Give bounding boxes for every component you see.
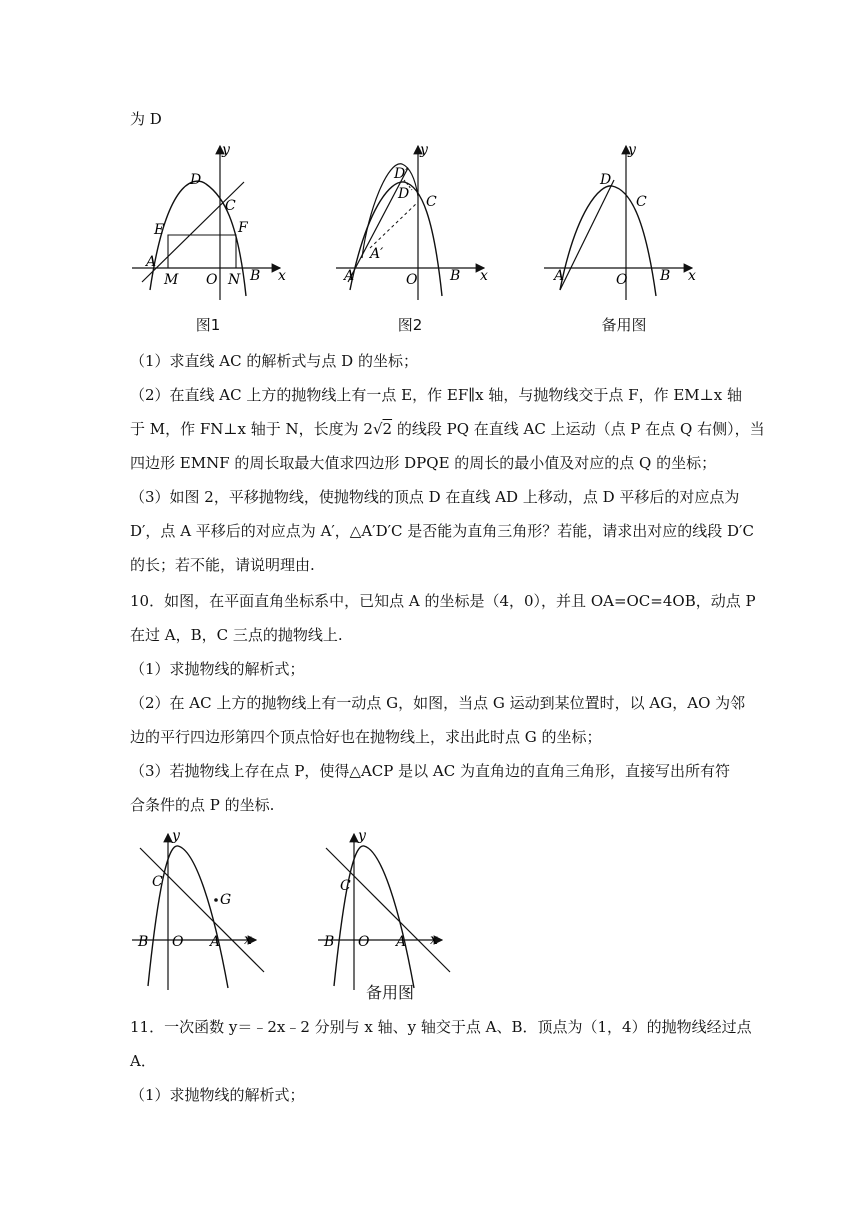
label-x: x: [244, 932, 252, 948]
q10-part3-line2: 合条件的点 P 的坐标.: [130, 796, 275, 814]
label-c: C: [636, 194, 647, 210]
q11-part1: （1）求抛物线的解析式；: [130, 1086, 305, 1104]
label-a: A: [554, 268, 565, 284]
label-y: y: [358, 828, 366, 844]
sqrt-symbol: √: [372, 420, 383, 438]
q9-part3-line2: D′，点 A 平移后的对应点为 A′，△A′D′C 是否能为直角三角形？若能，请求出对应的线段 D′C: [130, 522, 754, 540]
label-b: B: [324, 934, 335, 950]
label-y: y: [222, 142, 230, 158]
figure-1: [128, 140, 288, 304]
label-o: O: [206, 272, 218, 288]
point-g: [214, 898, 218, 902]
label-y: y: [628, 142, 636, 158]
label-x: x: [688, 268, 696, 284]
figure-3: [540, 140, 700, 304]
q9-part3-line1: （3）如图 2，平移抛物线，使抛物线的顶点 D 在直线 AD 上移动，点 D 平移后的对应点为: [130, 488, 740, 506]
label-x: x: [480, 268, 488, 284]
figure-q10-main-svg: [132, 830, 272, 990]
label-d: D: [600, 172, 612, 188]
figure-q10-spare: [318, 830, 458, 994]
label-o: O: [406, 272, 418, 288]
q10-intro-line2: 在过 A，B，C 三点的抛物线上.: [130, 626, 343, 644]
q10-part3-line1: （3）若抛物线上存在点 P，使得△ACP 是以 AC 为直角边的直角三角形，直接写出所有符: [130, 762, 730, 780]
figure-3-svg: [540, 140, 700, 300]
figure-1-svg: [128, 140, 288, 300]
q9-part1: （1）求直线 AC 的解析式与点 D 的坐标；: [130, 352, 418, 370]
translated-parabola: [362, 164, 418, 258]
figure-q10-spare-caption: 备用图: [365, 983, 414, 1002]
q10-part1: （1）求抛物线的解析式；: [130, 660, 305, 678]
label-a: A: [396, 934, 407, 950]
q10-intro-line1: 10．如图，在平面直角坐标系中，已知点 A 的坐标是（4，0），并且 OA=OC=4OB，动点 P: [130, 592, 756, 610]
label-a: A: [210, 934, 221, 950]
q9-part2-text-a: 于 M，作 FN⊥x 轴于 N，长度为 2: [130, 420, 373, 438]
label-o: O: [358, 934, 370, 950]
q10-part2-line2: 边的平行四边形第四个顶点恰好也在抛物线上，求出此时点 G 的坐标；: [130, 728, 602, 746]
q9-part2-line3: 四边形 EMNF 的周长取最大值求四边形 DPQE 的周长的最小值及对应的点 Q 的坐标；: [130, 454, 717, 472]
label-c: C: [340, 878, 351, 894]
label-a: A: [344, 268, 355, 284]
label-o: O: [172, 934, 184, 950]
label-g: G: [220, 892, 232, 908]
label-b: B: [660, 268, 671, 284]
label-x: x: [430, 932, 438, 948]
line-ac: [326, 848, 450, 972]
label-c: C: [225, 198, 236, 214]
rectangle-emnf: [168, 235, 236, 268]
label-c: C: [426, 194, 437, 210]
q9-part2-text-b: 的线段 PQ 在直线 AC 上运动（点 P 在点 Q 右侧），当: [392, 420, 765, 438]
line-ad: [560, 180, 614, 290]
label-b: B: [250, 268, 261, 284]
label-a-prime: A′: [370, 246, 384, 262]
label-o: O: [616, 272, 628, 288]
label-c: C: [152, 874, 163, 890]
label-d: D: [398, 186, 410, 202]
label-m: M: [164, 272, 179, 288]
label-e: E: [154, 222, 165, 238]
label-b: B: [450, 268, 461, 284]
q11-intro-line2: A．: [130, 1052, 156, 1070]
label-y: y: [172, 828, 180, 844]
sqrt-radicand: 2: [382, 420, 393, 438]
figure-2: [332, 140, 492, 304]
q9-part3-line3: 的长；若不能，请说明理由.: [130, 556, 315, 574]
figure-1-caption: 图1: [195, 316, 221, 334]
label-d-prime: D′: [394, 166, 409, 182]
line-ac: [140, 848, 264, 972]
q9-part2-line1: （2）在直线 AC 上方的抛物线上有一点 E，作 EF∥x 轴，与抛物线交于点 F，作 EM⊥x 轴: [130, 386, 742, 404]
q11-intro-line1: 11．一次函数 y＝﹣2x﹣2 分别与 x 轴、y 轴交于点 A、B．顶点为（1，4）的抛物线经过点: [130, 1018, 752, 1036]
q10-part2-line1: （2）在 AC 上方的抛物线上有一动点 G，如图，当点 G 运动到某位置时，以 AG，AO 为邻: [130, 694, 746, 712]
label-y: y: [420, 142, 428, 158]
label-f: F: [238, 220, 248, 236]
dashed-a-prime-c: [370, 202, 418, 248]
label-b: B: [138, 934, 149, 950]
figure-3-caption: 备用图: [601, 316, 647, 334]
label-a: A: [146, 254, 157, 270]
label-d: D: [190, 172, 202, 188]
text-line: 为 D: [130, 110, 162, 128]
figure-q10-spare-svg: [318, 830, 458, 990]
label-n: N: [228, 272, 241, 288]
figure-q10-main: [132, 830, 272, 994]
figure-2-svg: [332, 140, 492, 300]
q9-part2-line2: [130, 418, 765, 440]
label-x: x: [278, 268, 286, 284]
figure-2-caption: 图2: [397, 316, 423, 334]
